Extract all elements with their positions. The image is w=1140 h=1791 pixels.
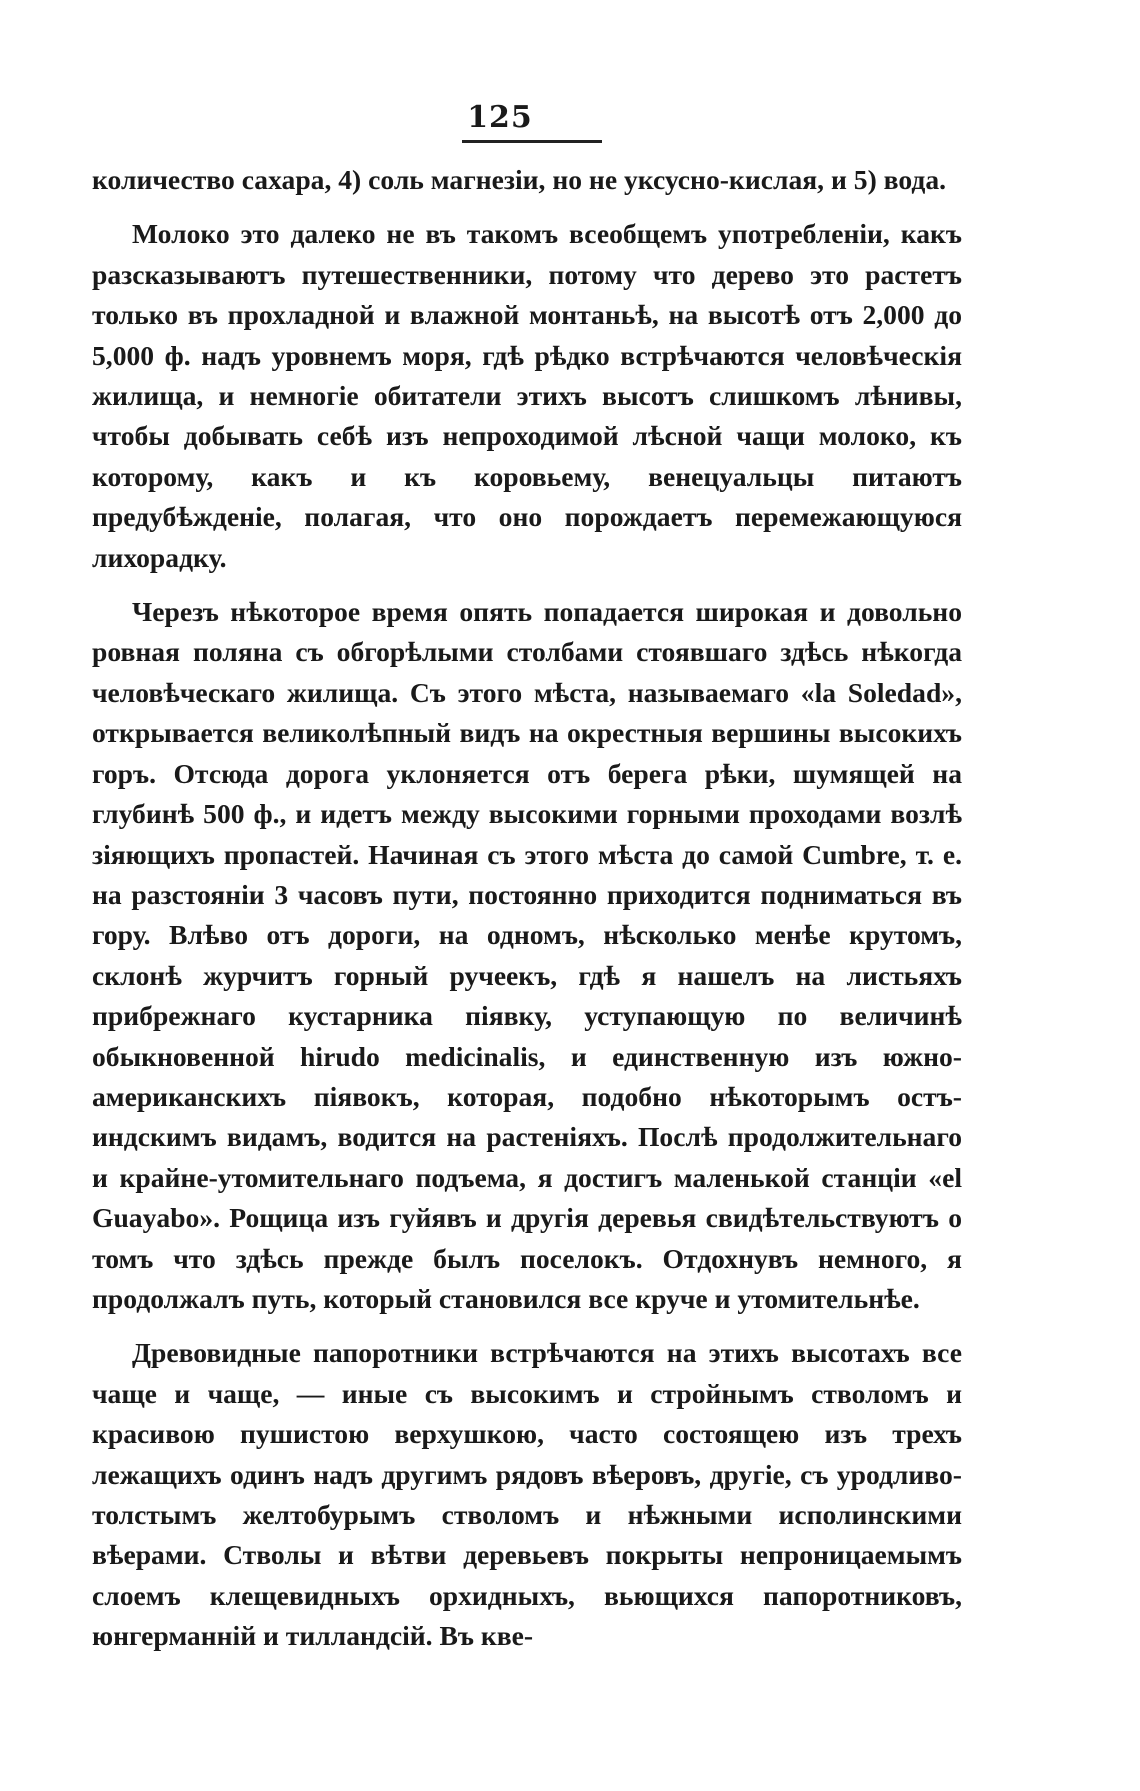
paragraph-4: Древовидные папоротники встрѣчаются на этихъ высотахъ все чаще и чаще, — иные съ высокимъ и стройнымъ стволомъ и красивою пушистою верхушкою, часто состоящею изъ трехъ лежащихъ одинъ надъ другимъ рядовъ вѣеровъ, другіе, съ уродливо-толстымъ желтобурымъ стволомъ и нѣжными исполинскими вѣерами. Стволы и вѣтви деревьевъ покрыты непроницаемымъ слоемъ клещевидныхъ орхидныхъ, вьющихся папоротниковъ, юнгерманній и тилландсій. Въ кве- <box>92 1337 962 1652</box>
paragraph-3: Черезъ нѣкоторое время опять попадается широкая и довольно ровная поляна съ обгорѣлыми столбами стоявшаго здѣсь нѣкогда человѣческаго жилища. Съ этого мѣста, называемаго «la Soledad», открывается великолѣпный видъ на окрестныя вершины высокихъ горъ. Отсюда дорога уклоняется отъ берега рѣки, шумящей на глубинѣ 500 ф., и идетъ между высокими горными проходами возлѣ зіяющихъ пропастей. Начиная съ этого мѣста до самой Cumbre, т. е. на разстояніи 3 часовъ пути, постоянно приходится подниматься въ гору. Влѣво отъ дороги, на одномъ, нѣсколько менѣе крутомъ, склонѣ журчитъ горный ручеекъ, гдѣ я нашелъ на листьяхъ прибрежнаго кустарника піявку, уступающую по величинѣ обыкновенной hirudo medicinalis, и единственную изъ южно-американскихъ піявокъ, которая, подобно нѣкоторымъ остъ-индскимъ видамъ, водится на растеніяхъ. Послѣ продолжительнаго и крайне-утомительнаго подъема, я достигъ маленькой станціи «el Guayabo». Рощица изъ гуйявъ и другія деревья свидѣтельствуютъ о томъ что здѣсь прежде былъ поселокъ. Отдохнувъ немного, я продолжалъ путь, который становился все круче и утомительнѣе. <box>92 596 962 1314</box>
paragraph-2: Молоко это далеко не въ такомъ всеобщемъ употребленіи, какъ разсказываютъ путешественники, потому что дерево это растетъ только въ прохладной и влажной монтаньѣ, на высотѣ отъ 2,000 до 5,000 ф. надъ уровнемъ моря, гдѣ рѣдко встрѣчаются человѣческія жилища, и немногіе обитатели этихъ высотъ слишкомъ лѣнивы, чтобы добывать себѣ изъ непроходимой лѣсной чащи молоко, къ которому, какъ и къ коровьему, венецуальцы питаютъ предубѣжденіе, полагая, что оно порождаетъ перемежающуюся лихорадку. <box>92 218 962 573</box>
body-text <box>92 160 962 1671</box>
paragraph-1: количество сахара, 4) соль магнезіи, но не уксусно-кислая, и 5) вода. <box>92 164 947 195</box>
page-number: 125 <box>467 100 533 135</box>
header-rule <box>462 140 602 143</box>
